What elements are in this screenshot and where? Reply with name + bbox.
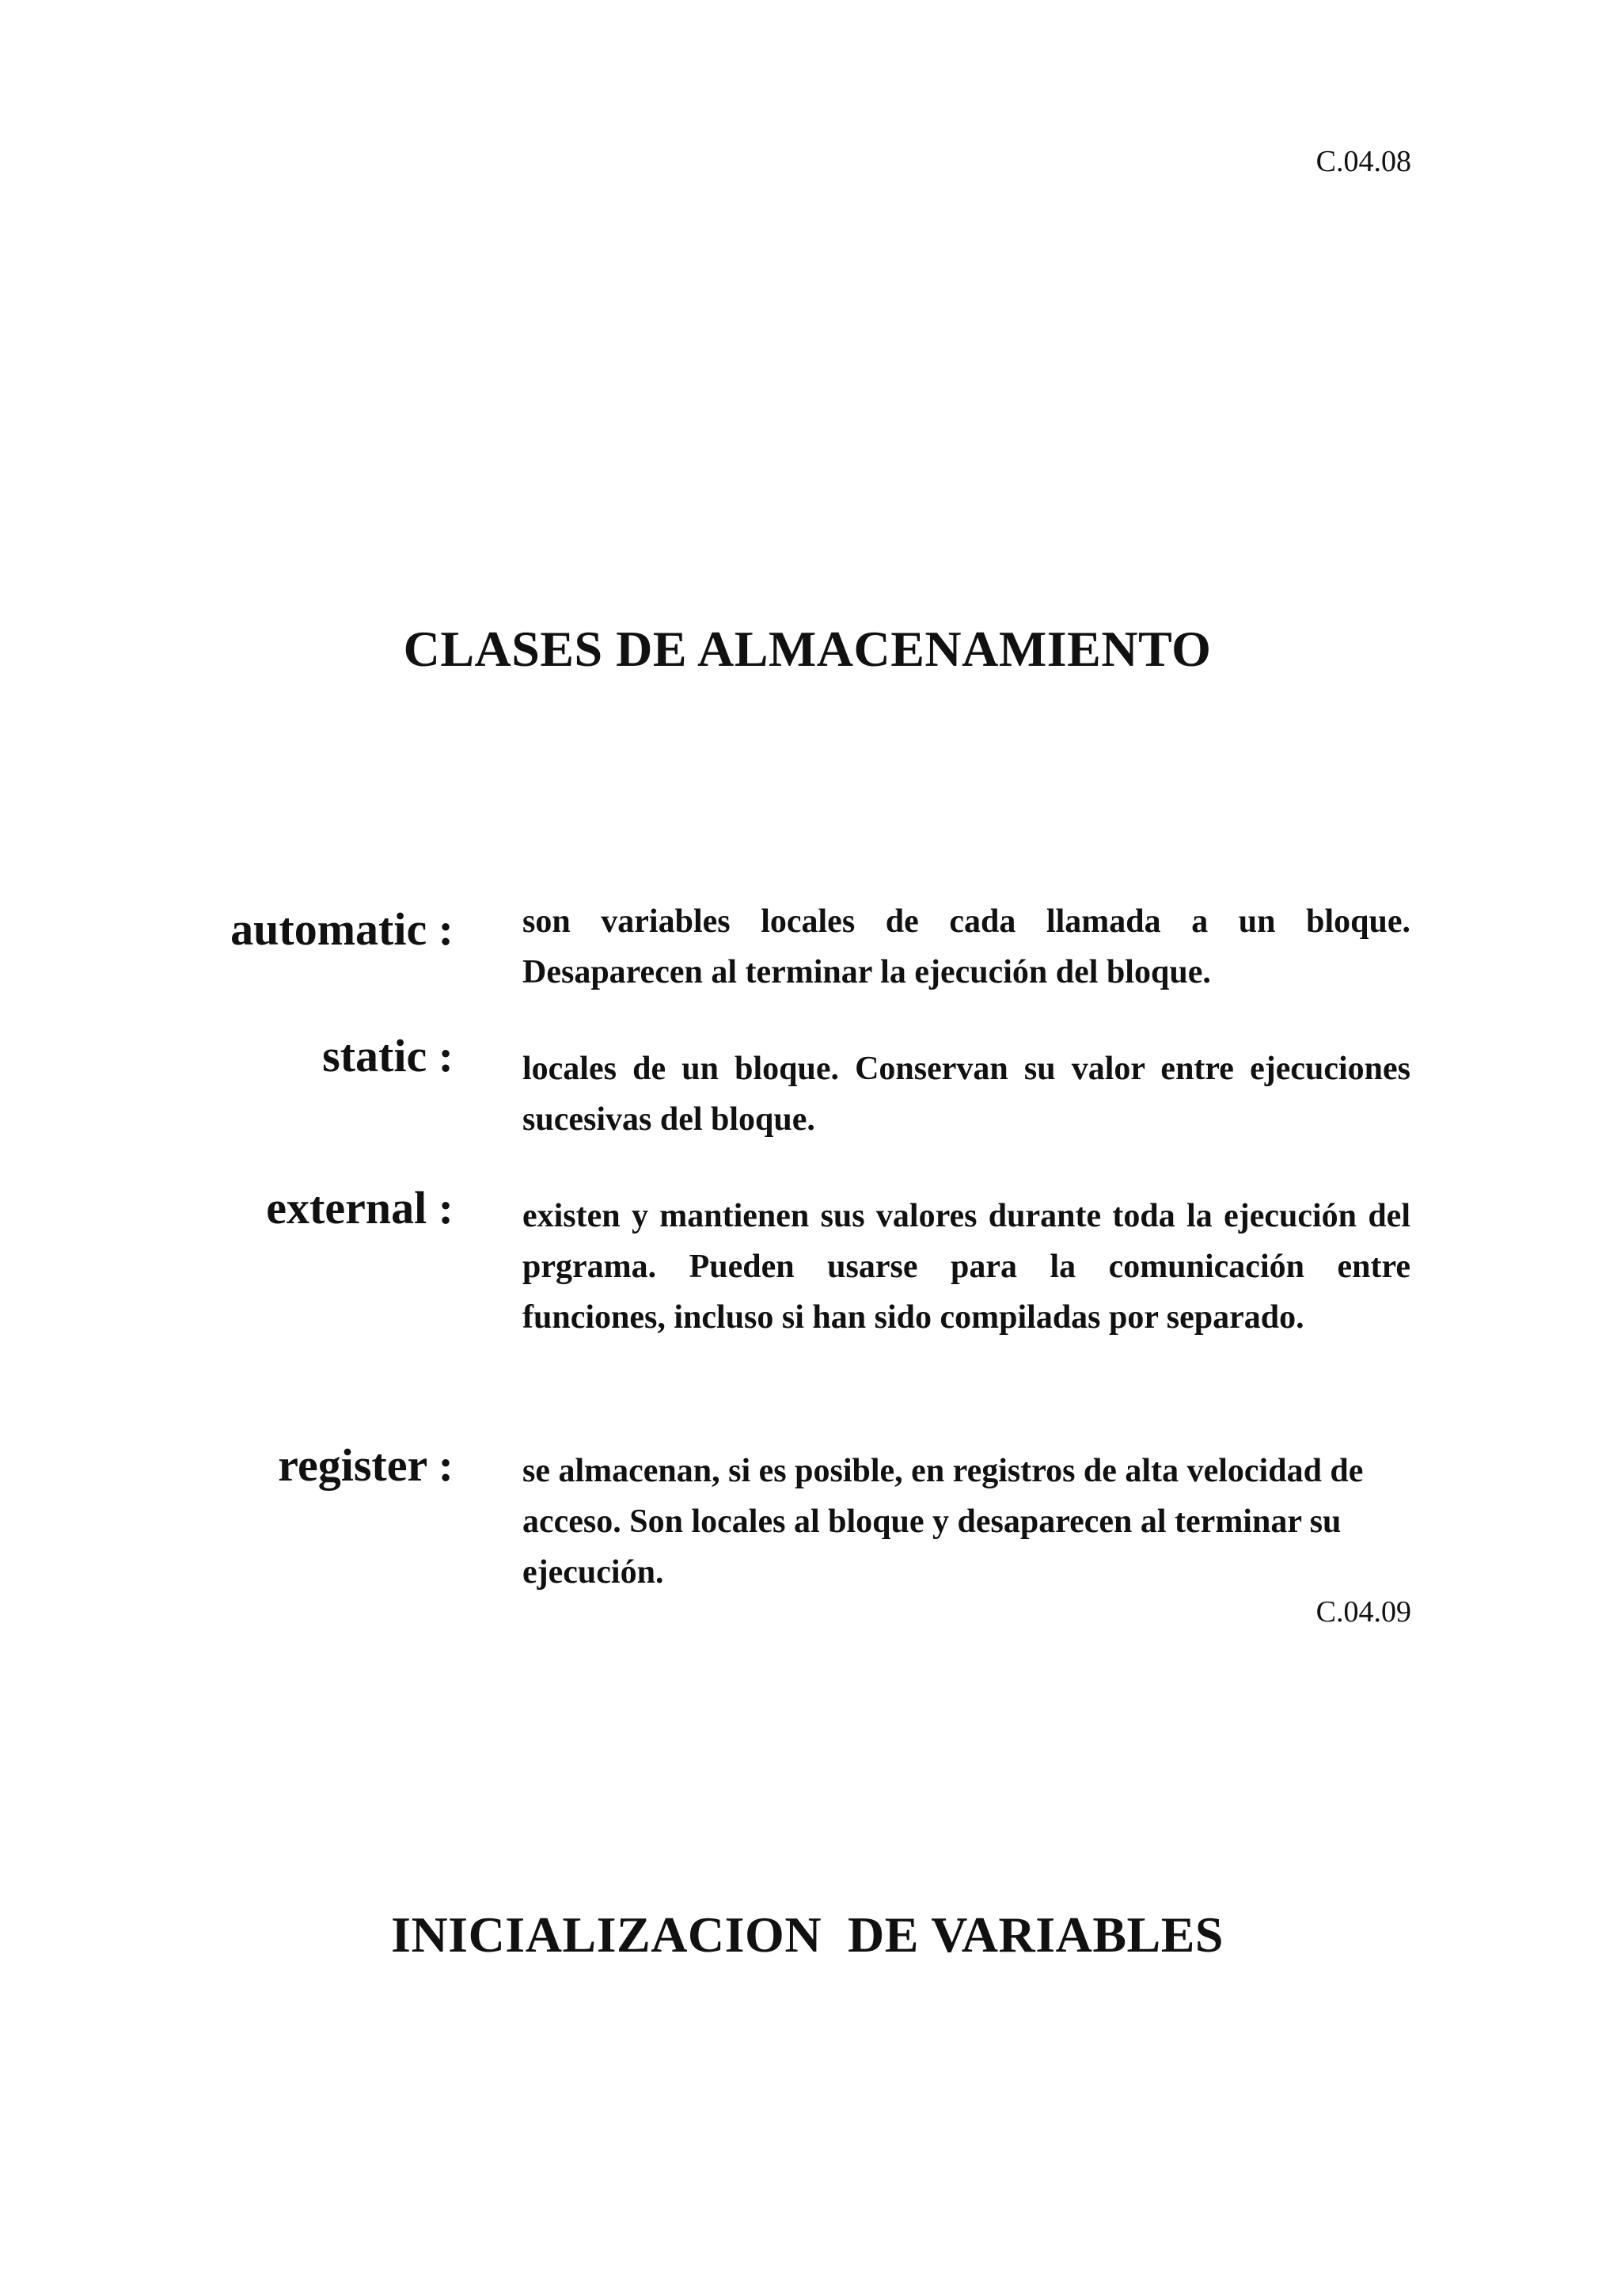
page-code-bottom: C.04.09 <box>1315 1595 1411 1629</box>
description-static: locales de un bloque. Conservan su valor entre ejecuciones sucesivas del bloque. <box>522 1051 1410 1138</box>
description-external: existen y mantienen sus valores durante toda la ejecución del prgrama. Pueden usarse para la comunicación entre funciones, incluso si han sido compiladas por separado. <box>522 1198 1410 1336</box>
term-automatic: automatic : <box>230 903 454 955</box>
description-register: se almacenan, si es posible, en registros de alta velocidad de acceso. Son locales al bloque y desaparecen al terminar su ejecución. <box>522 1453 1364 1591</box>
term-static: static : <box>322 1030 454 1081</box>
page-code-top: C.04.08 <box>1315 145 1411 178</box>
section-title-storage-classes: CLASES DE ALMACENAMIENTO <box>403 621 1212 677</box>
section-title-variable-initialization: INICIALIZACION DE VARIABLES <box>391 1906 1224 1963</box>
term-external: external : <box>266 1182 454 1234</box>
description-automatic: son variables locales de cada llamada a un bloque. Desaparecen al terminar la ejecución del bloque. <box>522 903 1410 990</box>
term-register: register : <box>278 1439 454 1491</box>
